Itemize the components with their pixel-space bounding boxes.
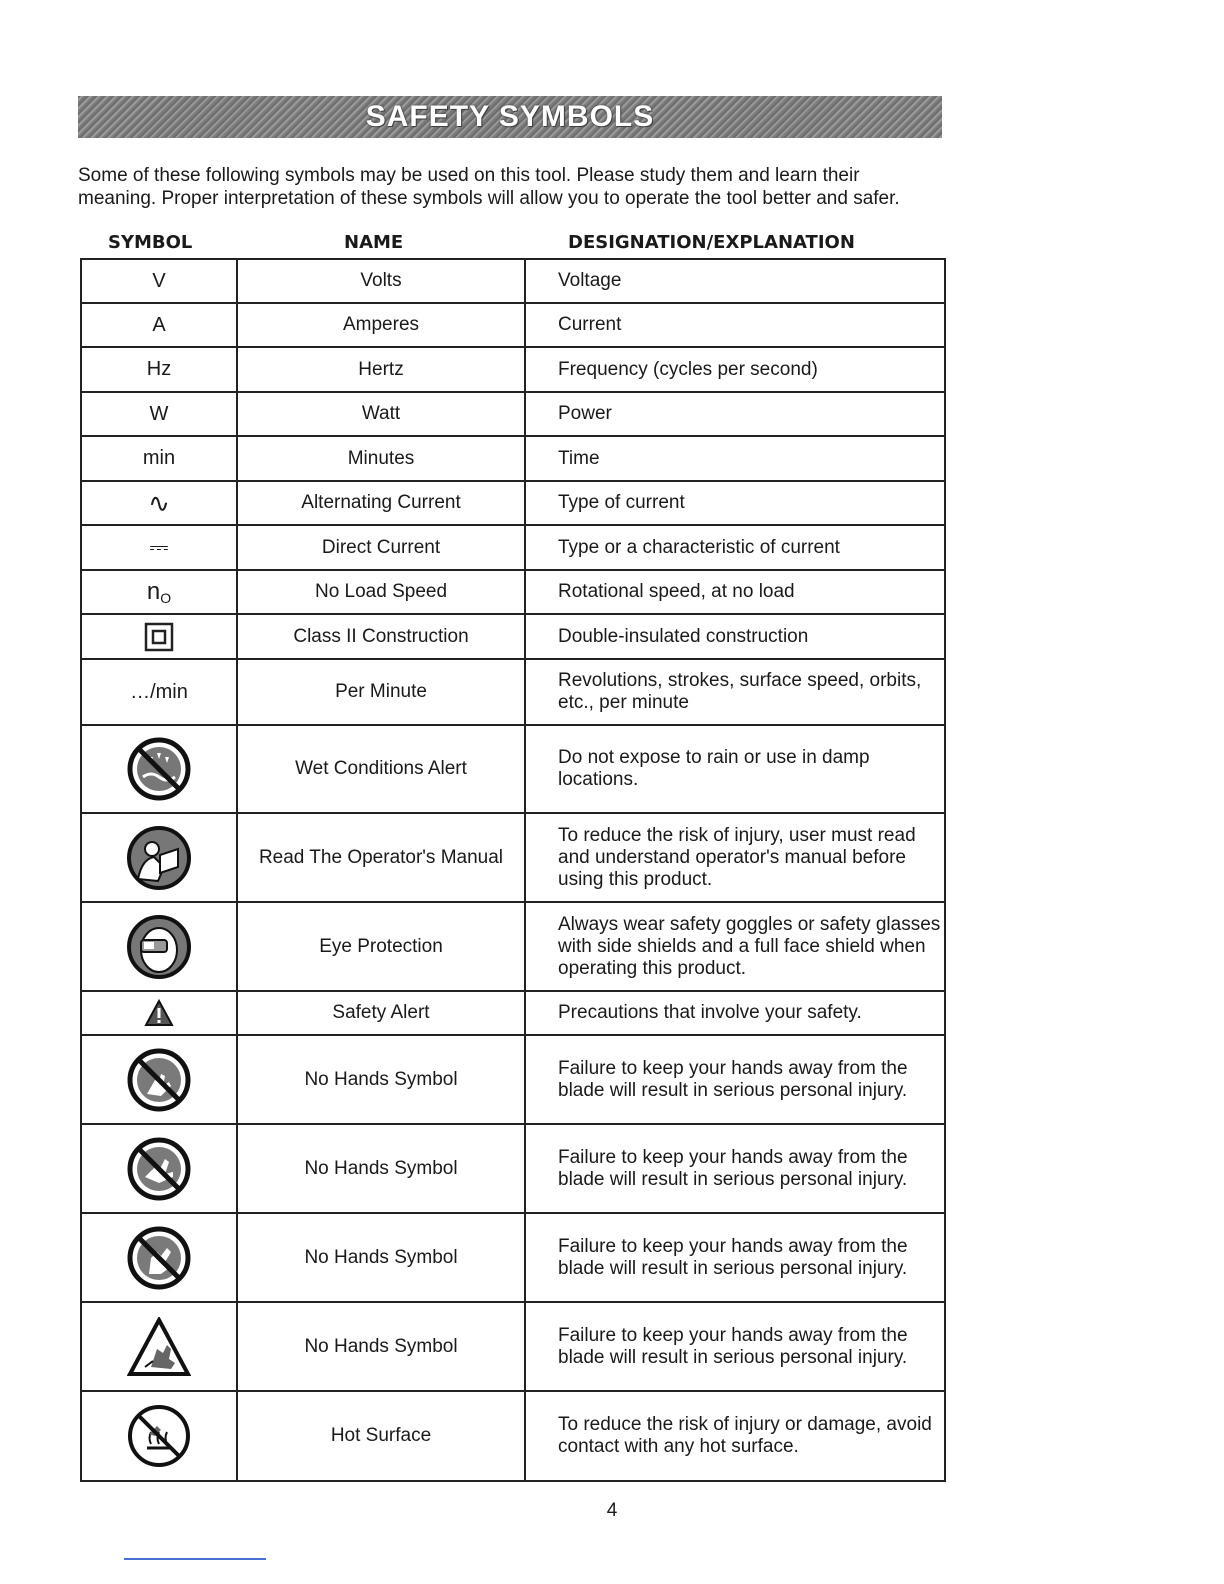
symbol-cell: V — [81, 259, 237, 303]
class-ii-double-square-icon — [144, 622, 174, 652]
table-row — [81, 525, 945, 570]
no-hands-icon — [127, 1137, 191, 1201]
table-row — [81, 1124, 945, 1213]
name-cell: Read The Operator's Manual — [237, 813, 525, 902]
explanation-cell: Failure to keep your hands away from the blade will result in serious personal injury. — [525, 1035, 945, 1124]
explanation-cell: Revolutions, strokes, surface speed, orbits, etc., per minute — [525, 659, 945, 725]
symbol-cell — [81, 1391, 237, 1481]
name-cell: Volts — [237, 259, 525, 303]
explanation-cell: Precautions that involve your safety. — [525, 991, 945, 1035]
explanation-cell: Failure to keep your hands away from the blade will result in serious personal injury. — [525, 1302, 945, 1391]
table-row — [81, 991, 945, 1035]
table-row — [81, 481, 945, 525]
explanation-cell: To reduce the risk of injury or damage, avoid contact with any hot surface. — [525, 1391, 945, 1481]
explanation-cell: Frequency (cycles per second) — [525, 347, 945, 392]
symbol-cell — [81, 991, 237, 1035]
explanation-cell: Failure to keep your hands away from the blade will result in serious personal injury. — [525, 1124, 945, 1213]
name-cell: Class II Construction — [237, 614, 525, 659]
explanation-cell: Power — [525, 392, 945, 436]
no-hands-triangle-icon — [127, 1317, 191, 1377]
header-name: NAME — [344, 232, 404, 253]
table-row — [81, 813, 945, 902]
header-explanation: DESIGNATION/EXPLANATION — [568, 232, 855, 253]
explanation-cell: Voltage — [525, 259, 945, 303]
page-number: 4 — [606, 1500, 618, 1521]
intro-line: meaning. Proper interpretation of these symbols will allow you to operate the tool better and safer. — [78, 188, 900, 209]
explanation-cell: Time — [525, 436, 945, 481]
table-row — [81, 1391, 945, 1481]
table-row — [81, 659, 945, 725]
name-cell: Eye Protection — [237, 902, 525, 991]
name-cell: No Hands Symbol — [237, 1213, 525, 1302]
table-row — [81, 1213, 945, 1302]
symbol-cell — [81, 1302, 237, 1391]
symbol-main: n — [146, 578, 161, 605]
name-cell: Safety Alert — [237, 991, 525, 1035]
bottom-divider — [124, 1558, 266, 1560]
name-cell: Watt — [237, 392, 525, 436]
column-headers — [78, 232, 948, 256]
symbol-cell: A — [81, 303, 237, 347]
table-row — [81, 436, 945, 481]
table-row — [81, 570, 945, 614]
symbol-cell: min — [81, 436, 237, 481]
table-row — [81, 259, 945, 303]
intro-line: Some of these following symbols may be used on this tool. Please study them and learn their — [78, 165, 860, 186]
explanation-cell: Current — [525, 303, 945, 347]
symbols-table — [80, 258, 946, 1482]
name-cell: Per Minute — [237, 659, 525, 725]
name-cell: Hot Surface — [237, 1391, 525, 1481]
name-cell: No Load Speed — [237, 570, 525, 614]
explanation-cell: Failure to keep your hands away from the blade will result in serious personal injury. — [525, 1213, 945, 1302]
name-cell: No Hands Symbol — [237, 1302, 525, 1391]
table-row — [81, 303, 945, 347]
no-hands-icon — [127, 1048, 191, 1112]
no-hands-icon — [127, 1226, 191, 1290]
symbol-cell: Hz — [81, 347, 237, 392]
symbol-cell — [81, 1213, 237, 1302]
symbol-cell — [81, 614, 237, 659]
explanation-cell: Do not expose to rain or use in damp locations. — [525, 725, 945, 813]
explanation-cell: Double-insulated construction — [525, 614, 945, 659]
name-cell: Alternating Current — [237, 481, 525, 525]
symbol-cell — [81, 902, 237, 991]
safety-alert-icon — [144, 999, 174, 1027]
explanation-cell: Type or a characteristic of current — [525, 525, 945, 570]
read-manual-icon — [126, 825, 192, 891]
name-cell: No Hands Symbol — [237, 1035, 525, 1124]
explanation-cell: Type of current — [525, 481, 945, 525]
explanation-cell: To reduce the risk of injury, user must read and understand operator's manual before using this product. — [525, 813, 945, 902]
table-row — [81, 614, 945, 659]
name-cell: No Hands Symbol — [237, 1124, 525, 1213]
dc-symbol-cell: ⎓ — [81, 525, 237, 570]
page-title: SAFETY SYMBOLS — [365, 100, 655, 133]
explanation-cell: Rotational speed, at no load — [525, 570, 945, 614]
ac-symbol-cell: ∿ — [81, 481, 237, 525]
hot-surface-icon — [127, 1404, 191, 1468]
symbol-subscript: O — [160, 590, 172, 606]
name-cell: Minutes — [237, 436, 525, 481]
intro-paragraph — [78, 164, 958, 210]
table-row — [81, 1302, 945, 1391]
explanation-cell: Always wear safety goggles or safety glasses with side shields and a full face shield when operating this product. — [525, 902, 945, 991]
wet-conditions-icon — [127, 737, 191, 801]
name-cell: Wet Conditions Alert — [237, 725, 525, 813]
symbol-cell — [81, 725, 237, 813]
table-row — [81, 392, 945, 436]
symbol-cell: …/min — [81, 659, 237, 725]
table-row — [81, 347, 945, 392]
eye-protection-icon — [126, 914, 192, 980]
symbol-cell — [81, 1124, 237, 1213]
symbol-cell: W — [81, 392, 237, 436]
name-cell: Direct Current — [237, 525, 525, 570]
table-row — [81, 1035, 945, 1124]
symbol-cell — [81, 1035, 237, 1124]
name-cell: Amperes — [237, 303, 525, 347]
symbol-cell — [81, 570, 237, 614]
title-banner — [78, 96, 942, 138]
table-row — [81, 902, 945, 991]
name-cell: Hertz — [237, 347, 525, 392]
header-symbol: SYMBOL — [108, 232, 193, 253]
table-row — [81, 725, 945, 813]
symbol-cell — [81, 813, 237, 902]
